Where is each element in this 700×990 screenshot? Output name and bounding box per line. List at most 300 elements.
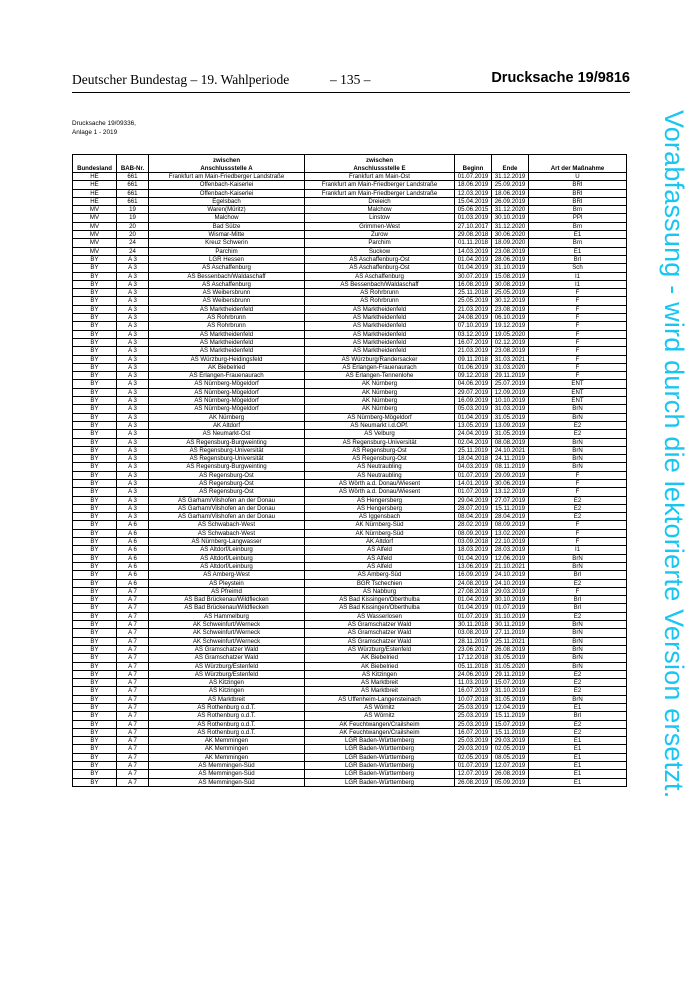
cell-ende: 18.06.2019 [492,189,529,197]
document-meta [72,120,136,137]
cell-bab: A 3 [117,322,149,330]
cell-anschlussstelle-a: Frankfurt am Main-Friedberger Landstraße [149,173,305,181]
cell-bundesland: BY [73,629,117,637]
table-row [73,222,627,230]
cell-ende: 27.11.2019 [492,629,529,637]
cell-anschlussstelle-e: AS Neutraubling [305,463,455,471]
cell-anschlussstelle-e: AS Aschaffenburg-Ost [305,264,455,272]
cell-art: E2 [529,679,627,687]
cell-bab: A 3 [117,405,149,413]
cell-bab: A 3 [117,363,149,371]
table-row [73,637,627,645]
cell-bab: A 7 [117,728,149,736]
cell-bab: A 3 [117,413,149,421]
cell-bundesland: BY [73,612,117,620]
cell-art: E2 [529,720,627,728]
cell-beginn: 01.07.2019 [455,471,492,479]
header-zwischen-a: zwischen [212,157,241,164]
cell-anschlussstelle-e: AS Iggensbach [305,513,455,521]
cell-art: BRI [529,181,627,189]
cell-beginn: 29.03.2019 [455,745,492,753]
cell-art: BrN [529,637,627,645]
cell-bab: A 7 [117,621,149,629]
table-row [73,206,627,214]
cell-bundesland: BY [73,463,117,471]
cell-art: E1 [529,745,627,753]
cell-anschlussstelle-e: AS Hengersberg [305,496,455,504]
cell-ende: 05.09.2019 [492,778,529,786]
cell-bundesland: MV [73,206,117,214]
header-art: Art der Maßnahme [529,155,627,173]
cell-ende: 29.11.2019 [492,372,529,380]
cell-bab: A 3 [117,380,149,388]
cell-bab: A 3 [117,388,149,396]
cell-anschlussstelle-a: AS Nürnberg-Mögeldorf [149,405,305,413]
cell-beginn: 24.08.2019 [455,579,492,587]
cell-ende: 08.11.2019 [492,463,529,471]
table-row [73,413,627,421]
table-row [73,504,627,512]
cell-ende: 30.06.2019 [492,479,529,487]
cell-art: F [529,471,627,479]
cell-beginn: 12.03.2019 [455,189,492,197]
cell-beginn: 08.09.2019 [455,529,492,537]
table-row [73,455,627,463]
cell-art: PPl [529,214,627,222]
cell-bab: 19 [117,214,149,222]
cell-anschlussstelle-e: Dreieich [305,197,455,205]
cell-art: BRI [529,189,627,197]
cell-beginn: 29.08.2018 [455,231,492,239]
cell-anschlussstelle-e: AS Marktheidenfeld [305,305,455,313]
cell-ende: 27.07.2019 [492,496,529,504]
cell-beginn: 13.05.2019 [455,421,492,429]
cell-bundesland: HE [73,173,117,181]
cell-bundesland: BY [73,421,117,429]
cell-bundesland: BY [73,255,117,263]
cell-bab: A 7 [117,629,149,637]
table-row [73,762,627,770]
table-row [73,347,627,355]
cell-ende: 01.07.2019 [492,604,529,612]
cell-art: ENT [529,388,627,396]
cell-art: E1 [529,753,627,761]
cell-ende: 15.07.2019 [492,679,529,687]
cell-ende: 29.03.2019 [492,587,529,595]
cell-art: F [529,347,627,355]
table-row [73,662,627,670]
table-row [73,770,627,778]
cell-anschlussstelle-e: AS Marktbreit [305,687,455,695]
cell-anschlussstelle-e: AS Alfeld [305,546,455,554]
cell-ende: 28.04.2019 [492,513,529,521]
cell-art: E2 [529,670,627,678]
cell-ende: 15.11.2019 [492,728,529,736]
table-row [73,214,627,222]
cell-ende: 31.05.2019 [492,695,529,703]
cell-bundesland: BY [73,513,117,521]
cell-bundesland: BY [73,305,117,313]
table-row [73,695,627,703]
cell-ende: 08.08.2019 [492,438,529,446]
cell-bab: A 7 [117,654,149,662]
cell-beginn: 25.11.2019 [455,446,492,454]
cell-anschlussstelle-a: AS Rothenburg o.d.T. [149,712,305,720]
cell-anschlussstelle-a: Waren(Müritz) [149,206,305,214]
cell-art: F [529,529,627,537]
cell-bab: A 3 [117,430,149,438]
cell-bab: A 7 [117,753,149,761]
cell-ende: 28.03.2019 [492,546,529,554]
cell-bab: A 3 [117,496,149,504]
cell-anschlussstelle-e: AS Bad Kissingen/Oberthulba [305,596,455,604]
cell-bundesland: BY [73,562,117,570]
cell-art: BrN [529,695,627,703]
cell-bundesland: MV [73,239,117,247]
cell-bundesland: BY [73,264,117,272]
cell-bundesland: BY [73,314,117,322]
table-header-row [73,155,627,173]
cell-anschlussstelle-a: AS Schwabach-West [149,521,305,529]
cell-beginn: 01.03.2019 [455,214,492,222]
cell-art: BrN [529,654,627,662]
header-bundesland: Bundesland [73,155,117,173]
meta-annex: Anlage 1 - 2019 [72,128,118,136]
cell-anschlussstelle-a: Parchim [149,247,305,255]
cell-art: F [529,521,627,529]
cell-art: F [529,289,627,297]
cell-beginn: 27.10.2017 [455,222,492,230]
cell-anschlussstelle-a: AS Marktheidenfeld [149,305,305,313]
cell-anschlussstelle-e: AS Marktheidenfeld [305,338,455,346]
cell-bab: A 7 [117,637,149,645]
cell-anschlussstelle-a: AK Memmingen [149,753,305,761]
cell-anschlussstelle-a: AS Erlangen-Frauenaurach [149,372,305,380]
cell-bundesland: BY [73,430,117,438]
cell-ende: 15.07.2019 [492,720,529,728]
cell-bundesland: BY [73,670,117,678]
cell-art: E1 [529,231,627,239]
cell-beginn: 07.10.2019 [455,322,492,330]
table-row [73,197,627,205]
header-anschlussstelle-e [305,155,455,173]
cell-beginn: 25.03.2019 [455,704,492,712]
cell-beginn: 16.08.2019 [455,280,492,288]
table-row [73,421,627,429]
cell-art: F [529,338,627,346]
cell-beginn: 05.11.2018 [455,662,492,670]
cell-bab: A 7 [117,737,149,745]
cell-beginn: 17.12.2018 [455,654,492,662]
cell-bab: A 7 [117,720,149,728]
table-row [73,587,627,595]
table-row [73,571,627,579]
cell-bab: A 7 [117,645,149,653]
document-number [491,70,630,86]
cell-bundesland: BY [73,397,117,405]
cell-beginn: 09.12.2018 [455,372,492,380]
cell-beginn: 02.04.2019 [455,438,492,446]
cell-art: E2 [529,421,627,429]
table-row [73,579,627,587]
table-row [73,405,627,413]
cell-beginn: 30.11.2018 [455,621,492,629]
cell-bab: A 3 [117,421,149,429]
cell-anschlussstelle-e: AS Regensburg-Universität [305,438,455,446]
cell-bundesland: BY [73,272,117,280]
cell-beginn: 28.11.2019 [455,637,492,645]
cell-art: F [529,587,627,595]
cell-beginn: 28.07.2019 [455,504,492,512]
cell-ende: 24.10.2021 [492,446,529,454]
table-row [73,181,627,189]
cell-bab: A 3 [117,330,149,338]
cell-art: E2 [529,496,627,504]
cell-anschlussstelle-a: AS Weibersbrunn [149,297,305,305]
cell-anschlussstelle-e: AS Marktheidenfeld [305,322,455,330]
table-row [73,397,627,405]
cell-art: BrI [529,571,627,579]
cell-bab: A 7 [117,762,149,770]
cell-anschlussstelle-a: AS Aschaffenburg [149,280,305,288]
cell-anschlussstelle-a: AS Marktbreit [149,695,305,703]
table-row [73,670,627,678]
cell-anschlussstelle-a: AS Rohrbrunn [149,314,305,322]
cell-bab: A 3 [117,513,149,521]
cell-beginn: 01.04.2019 [455,264,492,272]
cell-beginn: 02.05.2019 [455,753,492,761]
cell-bab: 19 [117,206,149,214]
cell-bab: A 7 [117,745,149,753]
cell-bundesland: MV [73,247,117,255]
page-header [72,70,630,92]
cell-bundesland: BY [73,762,117,770]
cell-art: BrN [529,455,627,463]
cell-art: BrI [529,255,627,263]
cell-anschlussstelle-a: AS Garham/Vilshofen an der Donau [149,504,305,512]
cell-anschlussstelle-e: AS Rohrbrunn [305,297,455,305]
cell-ende: 31.10.2019 [492,612,529,620]
cell-bundesland: BY [73,687,117,695]
cell-anschlussstelle-e: AK Nürnberg [305,388,455,396]
cell-anschlussstelle-e: AS Hengersberg [305,504,455,512]
cell-anschlussstelle-e: AK Biebelried [305,654,455,662]
cell-beginn: 21.03.2019 [455,347,492,355]
cell-anschlussstelle-a: AS Neumarkt-Ost [149,430,305,438]
cell-bab: A 7 [117,704,149,712]
table-row [73,654,627,662]
cell-anschlussstelle-e: AS Marktheidenfeld [305,314,455,322]
cell-anschlussstelle-a: AS Amberg-West [149,571,305,579]
cell-ende: 12.04.2019 [492,704,529,712]
cell-art: E2 [529,579,627,587]
cell-anschlussstelle-a: AS Kitzingen [149,679,305,687]
cell-art: ENT [529,380,627,388]
cell-bundesland: BY [73,737,117,745]
table-row [73,380,627,388]
cell-anschlussstelle-a: Egelsbach [149,197,305,205]
cell-anschlussstelle-a: AS Memmingen-Süd [149,778,305,786]
cell-ende: 13.12.2019 [492,488,529,496]
cell-anschlussstelle-a: AS Würzburg-Heidingsfeld [149,355,305,363]
cell-ende: 31.10.2019 [492,687,529,695]
cell-bundesland: BY [73,338,117,346]
cell-anschlussstelle-e: AS Gramschatzer Wald [305,621,455,629]
cell-beginn: 15.04.2019 [455,197,492,205]
cell-beginn: 11.03.2019 [455,679,492,687]
cell-anschlussstelle-e: AK Nürnberg-Süd [305,521,455,529]
cell-bab: A 3 [117,280,149,288]
cell-bundesland: BY [73,720,117,728]
cell-bab: A 3 [117,372,149,380]
cell-bab: A 3 [117,471,149,479]
cell-anschlussstelle-e: LGR Baden-Württemberg [305,762,455,770]
table-row [73,479,627,487]
cell-art: F [529,330,627,338]
cell-anschlussstelle-a: AS Altdorf/Leinburg [149,554,305,562]
cell-beginn: 24.04.2019 [455,430,492,438]
cell-bab: A 3 [117,272,149,280]
header-ende: Ende [492,155,529,173]
cell-ende: 13.09.2019 [492,421,529,429]
cell-anschlussstelle-a: AS Rothenburg o.d.T. [149,728,305,736]
cell-art: BrN [529,554,627,562]
cell-anschlussstelle-e: AS Neumarkt i.d.OPf. [305,421,455,429]
cell-ende: 25.09.2019 [492,181,529,189]
table-row [73,173,627,181]
cell-art: E1 [529,737,627,745]
cell-ende: 22.10.2019 [492,538,529,546]
cell-bab: 661 [117,173,149,181]
cell-beginn: 25.03.2019 [455,737,492,745]
cell-art: E2 [529,513,627,521]
cell-anschlussstelle-a: AS Altdorf/Leinburg [149,546,305,554]
cell-beginn: 16.09.2019 [455,571,492,579]
table-row [73,247,627,255]
cell-ende: 12.06.2019 [492,554,529,562]
cell-beginn: 08.04.2019 [455,513,492,521]
table-row [73,496,627,504]
cell-bundesland: BY [73,455,117,463]
table-row [73,753,627,761]
table-row [73,737,627,745]
cell-beginn: 05.03.2019 [455,405,492,413]
table-row [73,629,627,637]
cell-ende: 15.11.2019 [492,504,529,512]
cell-anschlussstelle-a: AS Pleystein [149,579,305,587]
cell-ende: 23.08.2019 [492,347,529,355]
cell-anschlussstelle-a: AS Nürnberg-Langwasser [149,538,305,546]
cell-art: E1 [529,778,627,786]
table-row [73,778,627,786]
cell-bundesland: BY [73,496,117,504]
cell-bab: A 7 [117,596,149,604]
cell-anschlussstelle-e: AS Gramschatzer Wald [305,629,455,637]
cell-anschlussstelle-e: AS Alfeld [305,562,455,570]
cell-bundesland: BY [73,645,117,653]
cell-beginn: 01.04.2019 [455,413,492,421]
cell-ende: 10.10.2019 [492,397,529,405]
table-row [73,596,627,604]
cell-art: I1 [529,546,627,554]
table-row [73,471,627,479]
cell-anschlussstelle-a: Wismar-Mitte [149,231,305,239]
cell-anschlussstelle-a: AS Bad Brückenau/Wildflecken [149,596,305,604]
table-row [73,297,627,305]
table-row [73,712,627,720]
cell-art: BrN [529,413,627,421]
cell-bundesland: BY [73,637,117,645]
cell-art: Brn [529,222,627,230]
cell-bab: A 3 [117,347,149,355]
header-rule [72,92,630,93]
cell-art: F [529,538,627,546]
cell-art: ENT [529,397,627,405]
cell-art: E1 [529,247,627,255]
cell-bab: A 7 [117,778,149,786]
cell-anschlussstelle-a: AS Regensburg-Burgweinting [149,463,305,471]
cell-anschlussstelle-a: AS Nürnberg-Mögeldorf [149,380,305,388]
cell-anschlussstelle-a: AS Altdorf/Leinburg [149,562,305,570]
cell-bab: A 3 [117,438,149,446]
cell-bab: A 3 [117,305,149,313]
header-beginn: Beginn [455,155,492,173]
cell-bundesland: BY [73,521,117,529]
cell-bundesland: BY [73,662,117,670]
cell-anschlussstelle-e: AS Nürnberg-Mögeldorf [305,413,455,421]
cell-anschlussstelle-a: AS Regensburg-Ost [149,479,305,487]
cell-beginn: 01.07.2019 [455,612,492,620]
cell-ende: 29.11.2019 [492,670,529,678]
cell-ende: 24.10.2019 [492,571,529,579]
cell-art: F [529,314,627,322]
table-row [73,645,627,653]
cell-beginn: 01.07.2019 [455,173,492,181]
cell-bundesland: BY [73,380,117,388]
cell-ende: 19.12.2019 [492,322,529,330]
table-row [73,322,627,330]
cell-bab: A 3 [117,479,149,487]
cell-bab: A 6 [117,546,149,554]
cell-bundesland: BY [73,579,117,587]
table-row [73,239,627,247]
cell-bundesland: BY [73,297,117,305]
table-row [73,305,627,313]
cell-art: BRI [529,197,627,205]
cell-anschlussstelle-e: AK Feuchtwangen/Crailsheim [305,720,455,728]
table-row [73,538,627,546]
cell-art: U [529,173,627,181]
cell-anschlussstelle-e: LGR Baden-Württemberg [305,745,455,753]
cell-art: I1 [529,272,627,280]
cell-ende: 30.12.2019 [492,297,529,305]
cell-ende: 28.06.2019 [492,255,529,263]
cell-art: E2 [529,612,627,620]
cell-ende: 25.07.2019 [492,380,529,388]
cell-bab: A 6 [117,571,149,579]
cell-bundesland: BY [73,712,117,720]
cell-bab: 661 [117,197,149,205]
table-row [73,355,627,363]
cell-ende: 26.09.2019 [492,197,529,205]
cell-anschlussstelle-a: AS Bad Brückenau/Wildflecken [149,604,305,612]
cell-anschlussstelle-a: AS Weibersbrunn [149,289,305,297]
cell-bundesland: BY [73,621,117,629]
cell-bab: A 7 [117,770,149,778]
cell-anschlussstelle-a: AS Memmingen-Süd [149,762,305,770]
table-row [73,438,627,446]
cell-anschlussstelle-e: AK Nürnberg [305,405,455,413]
